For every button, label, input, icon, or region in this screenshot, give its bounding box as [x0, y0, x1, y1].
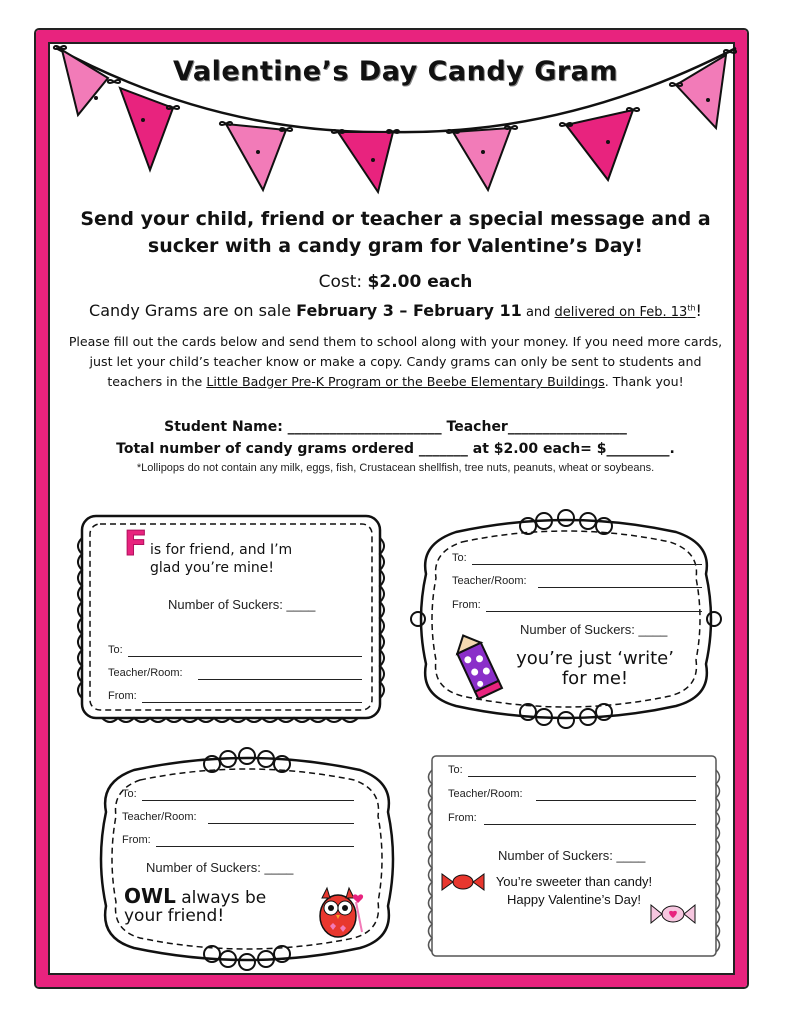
- card1-message-line-2: glad you’re mine!: [150, 560, 275, 576]
- card-letter-f: F: [124, 524, 148, 564]
- sale-mid: and: [521, 305, 555, 320]
- card1-teacher-line[interactable]: [198, 679, 362, 680]
- flag-2: [120, 88, 173, 170]
- card1-from-line[interactable]: [142, 702, 362, 703]
- page-title: Valentine’s Day Candy Gram: [172, 56, 619, 87]
- owl-word: OWL: [124, 884, 176, 908]
- delivery-text: delivered on Feb. 13: [554, 305, 688, 320]
- owl-icon: [314, 882, 364, 942]
- card2-to-label: To:: [452, 552, 467, 564]
- cost-line: [60, 272, 731, 292]
- card4-teacher-label: Teacher/Room:: [448, 788, 523, 800]
- card1-to-label: To:: [108, 644, 123, 656]
- card1-to-line[interactable]: [128, 656, 362, 657]
- card1-from-label: From:: [108, 690, 137, 702]
- card4-from-label: From:: [448, 812, 477, 824]
- card2-teacher-label: Teacher/Room:: [452, 575, 527, 587]
- candy-card-sweeter: [424, 750, 724, 962]
- instructions-thanks: . Thank you!: [604, 374, 684, 389]
- card2-teacher-line[interactable]: [538, 587, 702, 588]
- flag-3: [226, 124, 286, 190]
- card2-suckers[interactable]: Number of Suckers: ____: [520, 622, 668, 637]
- allergy-note: *Lollipops do not contain any milk, eggs, fish, Crustacean shellfish, tree nuts, peanuts, wheat or soybeans.: [136, 462, 655, 474]
- flag-5: [453, 128, 511, 190]
- card3-from-label: From:: [122, 834, 151, 846]
- instructions: [66, 332, 725, 392]
- card3-message-rest: always be: [175, 888, 267, 908]
- card2-to-line[interactable]: [472, 564, 702, 565]
- candy-card-friend: [72, 508, 390, 726]
- card2-from-line[interactable]: [486, 611, 702, 612]
- card2-message-line-1: you’re just ‘write’: [516, 648, 674, 669]
- instructions-text: Please fill out the cards below and send them to school along with your money. If you need more cards, just let your child’s teacher know or make a copy. Candy grams can only be sent to students and teachers in the: [68, 334, 723, 389]
- pencil-icon: [450, 630, 506, 700]
- candy-icon: [650, 900, 696, 928]
- dot: [94, 96, 98, 100]
- card4-message-line-2: Happy Valentine’s Day!: [507, 892, 641, 907]
- card2-message-line-2: for me!: [561, 668, 629, 689]
- headline-line-1: Send your child, friend or teacher a special message and a: [80, 208, 711, 230]
- student-name-field[interactable]: Student Name: ______________________ Teacher_________________: [164, 419, 627, 435]
- sale-dates-line: [60, 301, 731, 320]
- delivery-date: [555, 305, 696, 320]
- card4-message-line-1: You’re sweeter than candy!: [495, 874, 653, 889]
- card1-message-line-1: is for friend, and I’m: [150, 542, 293, 558]
- sale-suffix: !: [695, 301, 702, 320]
- card3-message-line-2: your friend!: [124, 906, 225, 926]
- card1-suckers[interactable]: Number of Suckers: ____: [168, 597, 316, 612]
- card3-teacher-label: Teacher/Room:: [122, 811, 197, 823]
- candy-card-owl: [94, 752, 400, 966]
- candy-icon: [440, 870, 486, 894]
- order-fields: [60, 416, 731, 460]
- flag-4: [338, 132, 393, 192]
- card4-to-line[interactable]: [468, 776, 696, 777]
- card4-suckers[interactable]: Number of Suckers: ____: [498, 848, 646, 863]
- sale-dates: February 3 – February 11: [296, 301, 522, 320]
- cost-label: Cost:: [318, 272, 368, 292]
- card1-teacher-label: Teacher/Room:: [108, 667, 183, 679]
- program-link: Little Badger Pre-K Program or the Beebe Elementary Buildings: [206, 374, 605, 389]
- cost-value: $2.00 each: [367, 272, 473, 292]
- sale-prefix: Candy Grams are on sale: [89, 301, 297, 320]
- card3-suckers[interactable]: Number of Suckers: ____: [146, 860, 294, 875]
- card2-from-label: From:: [452, 599, 481, 611]
- card3-teacher-line[interactable]: [208, 823, 354, 824]
- card3-message-line-1: [124, 884, 266, 908]
- total-ordered-field[interactable]: Total number of candy grams ordered _______ at $2.00 each= $_________.: [116, 441, 675, 457]
- candy-card-write: [416, 514, 716, 724]
- headline: [60, 206, 731, 260]
- delivery-sup: th: [687, 303, 696, 313]
- card3-to-line[interactable]: [142, 800, 354, 801]
- card4-teacher-line[interactable]: [536, 800, 696, 801]
- card4-to-label: To:: [448, 764, 463, 776]
- card3-to-label: To:: [122, 788, 137, 800]
- flag-6: [566, 110, 633, 180]
- card3-from-line[interactable]: [156, 846, 354, 847]
- headline-line-2: sucker with a candy gram for Valentine’s Day!: [147, 235, 644, 257]
- card4-from-line[interactable]: [484, 824, 696, 825]
